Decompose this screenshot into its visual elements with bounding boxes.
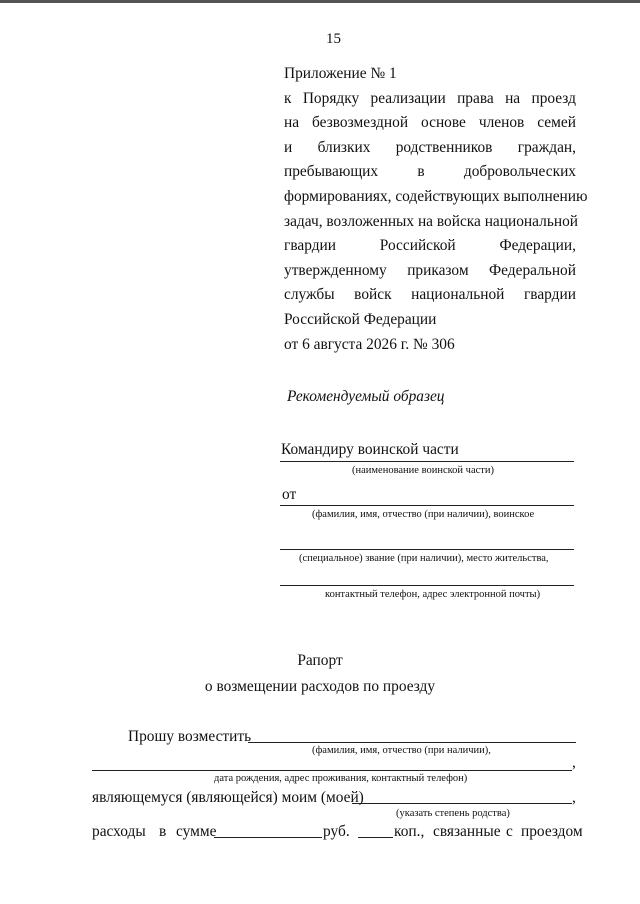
annex-line: [284, 111, 576, 136]
addressee-from: от: [282, 486, 297, 503]
comma-1: ,: [572, 754, 576, 771]
annex-word: основе: [421, 114, 466, 132]
annex-word: задач, возложенных на войска национальной: [284, 212, 579, 230]
sender-caption-2: (специальное) звание (при наличии), место жительства,: [299, 553, 549, 564]
rubles-line: [214, 837, 322, 838]
annex-word: пребывающих: [284, 163, 379, 181]
annex-word: членов: [478, 114, 525, 132]
sample-label: Рекомендуемый образец: [287, 388, 445, 405]
page-number: 15: [326, 31, 341, 47]
annex-line: [284, 185, 588, 210]
annex-word: Порядку: [302, 89, 360, 107]
annex-word: граждан,: [517, 138, 576, 156]
annex-word: национальной: [411, 286, 505, 304]
fio-line: [248, 742, 576, 743]
annex-word: реализации: [370, 89, 446, 107]
sender-line-3: [280, 585, 574, 586]
annex-line-10: Российской Федерации: [284, 310, 437, 328]
annex-word: близких: [317, 138, 371, 156]
annex-word: безвозмездной: [312, 114, 409, 132]
amount-word-6: проездом: [521, 823, 583, 840]
sender-caption-3: контактный телефон, адрес электронной почты): [325, 589, 541, 600]
annex-line: [284, 283, 576, 308]
amount-word-2: в: [159, 823, 167, 840]
annex-line: [284, 259, 576, 284]
annex-word: Федерации,: [499, 237, 576, 255]
annex-word: в: [417, 163, 425, 181]
request-lead: Прошу возместить: [128, 728, 252, 745]
birth-address-line: [92, 770, 572, 771]
annex-word: проезд: [531, 89, 576, 107]
annex-line: [284, 160, 576, 185]
annex-word: гвардии: [284, 237, 337, 255]
kopecks-line: [358, 837, 393, 838]
annex-word: войск: [354, 286, 392, 304]
relation-line: [352, 803, 572, 804]
comma-2: ,: [572, 789, 576, 806]
amount-word-1: расходы: [92, 823, 146, 840]
annex-word: гвардии: [523, 286, 576, 304]
annex-date-line: от 6 августа 2026 г. № 306: [284, 335, 455, 353]
unit-caption: (наименование воинской части): [352, 465, 494, 476]
amount-word-4: связанные: [433, 823, 501, 840]
annex-header: [284, 62, 588, 357]
annex-line: [284, 210, 579, 235]
annex-line: [284, 87, 576, 112]
relation-lead: являющемуся (являющейся) моим (моей): [92, 789, 364, 806]
unit-name-line: [280, 461, 574, 462]
annex-word: приказом: [407, 261, 469, 279]
report-subtitle: о возмещении расходов по проезду: [204, 678, 436, 695]
relation-caption: (указать степень родства): [396, 808, 510, 819]
annex-word: на: [505, 89, 521, 107]
annex-word: Российской: [379, 237, 456, 255]
annex-line: [284, 136, 576, 161]
annex-title: Приложение № 1: [284, 65, 397, 82]
annex-word: службы: [284, 286, 335, 304]
sender-line-2: [280, 549, 574, 550]
annex-word: права: [457, 89, 494, 107]
birth-address-caption: дата рождения, адрес проживания, контактный телефон): [214, 773, 468, 784]
annex-body: [284, 87, 588, 308]
scan-top-border: [0, 0, 640, 3]
annex-word: формированиях, содействующих выполнению: [284, 187, 588, 205]
amount-word-5: с: [506, 823, 513, 840]
sender-caption-1: (фамилия, имя, отчество (при наличии), воинское: [312, 509, 535, 520]
amount-word-3: сумме: [176, 823, 217, 840]
annex-word: семей: [537, 114, 576, 132]
report-title: Рапорт: [297, 652, 343, 669]
fio-caption: (фамилия, имя, отчество (при наличии),: [312, 745, 491, 756]
sender-line-1: [280, 505, 574, 506]
annex-word: Федеральной: [489, 261, 576, 279]
addressee-to: Командиру воинской части: [281, 441, 459, 458]
annex-line: [284, 234, 576, 259]
annex-word: добровольческих: [463, 163, 576, 181]
annex-word: утвержденному: [284, 261, 387, 279]
rubles-label: руб.: [323, 823, 350, 840]
annex-word: родственников: [395, 138, 493, 156]
annex-word: и: [284, 138, 293, 156]
kopecks-label: коп.,: [394, 823, 425, 840]
annex-word: на: [284, 114, 300, 132]
annex-word: к: [284, 89, 292, 107]
